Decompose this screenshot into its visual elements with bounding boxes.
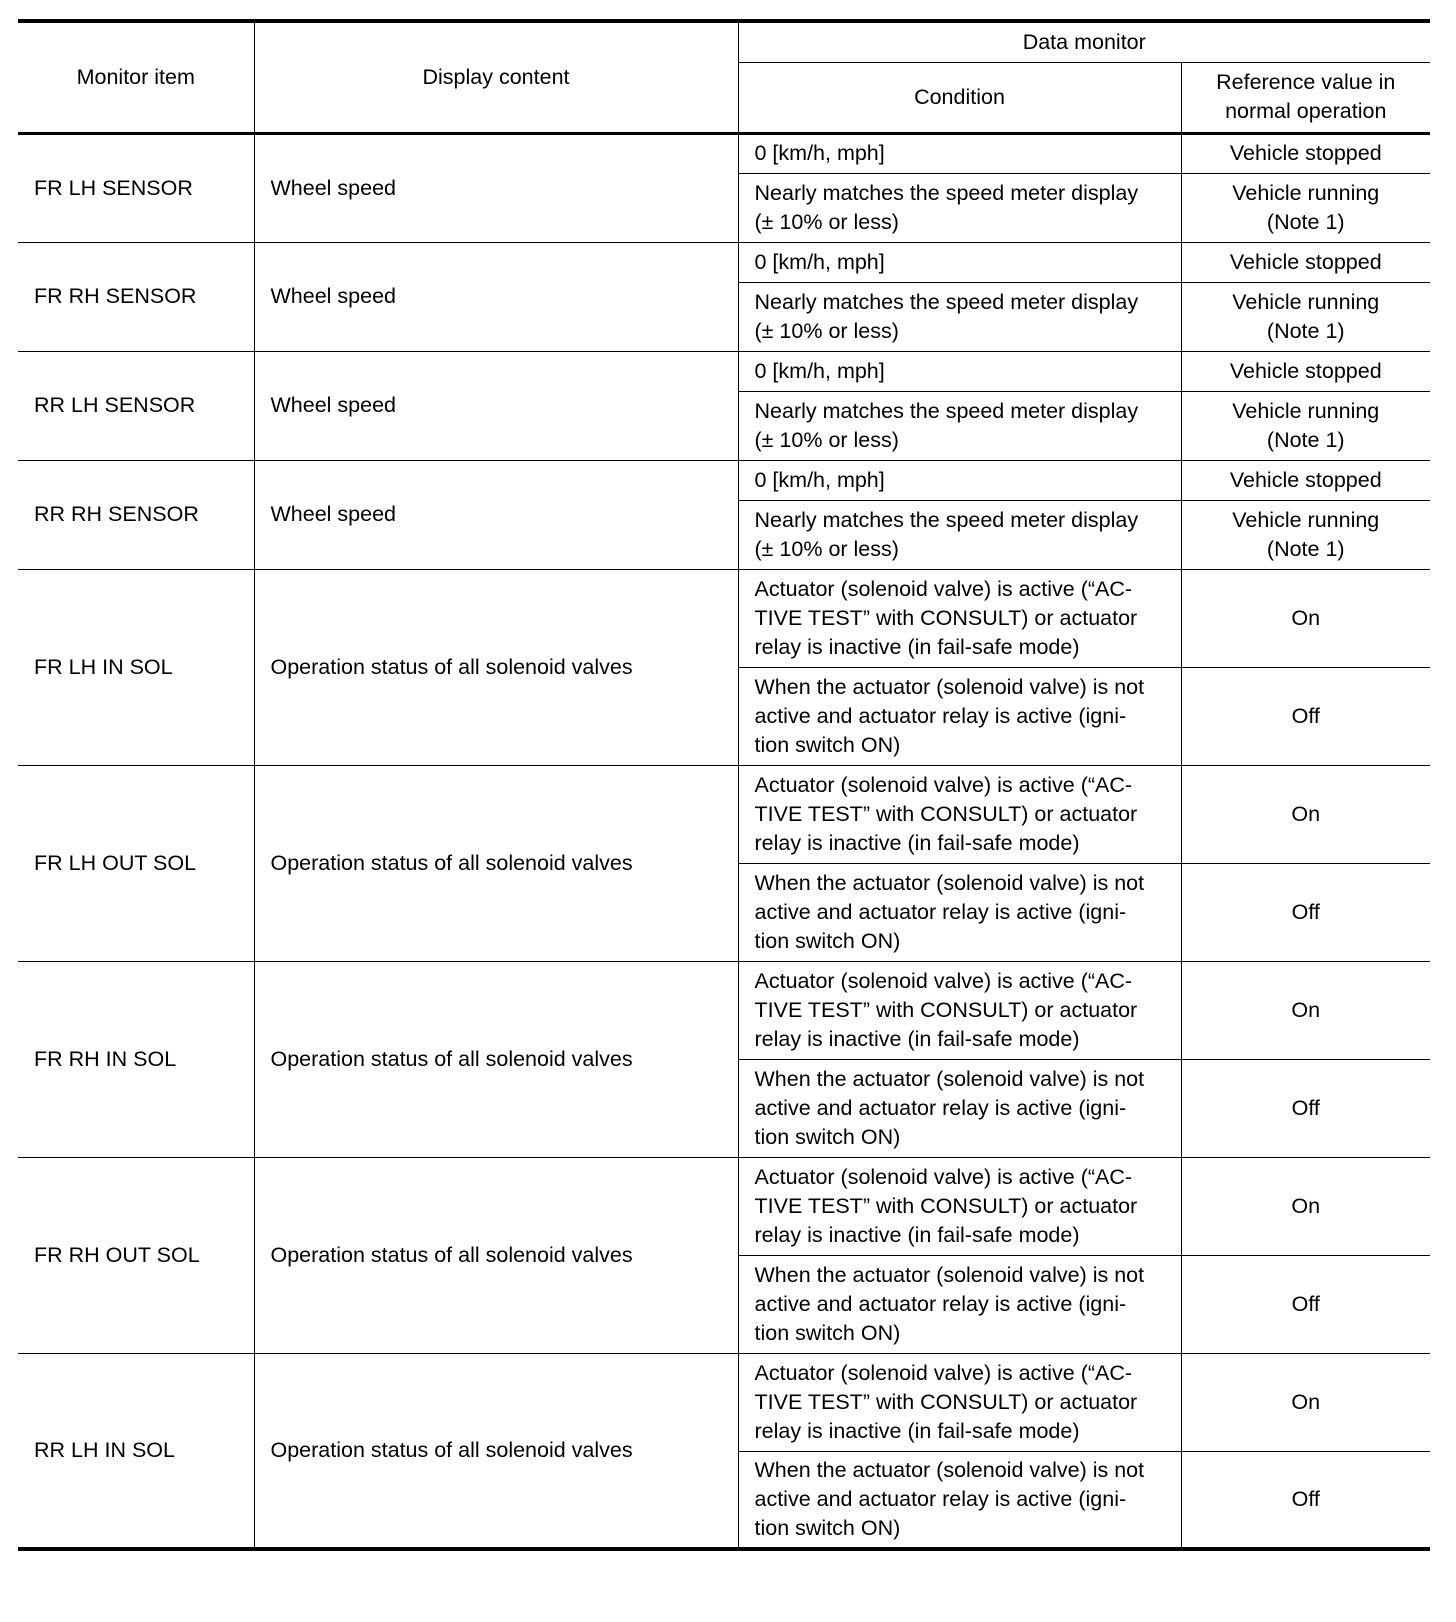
reference-value-cell: On [1181,1157,1430,1255]
reference-value-cell: Off [1181,1255,1430,1353]
monitor-item-cell: FR RH OUT SOL [18,1157,254,1353]
display-content-cell: Wheel speed [254,460,738,569]
header-condition: Condition [738,62,1181,133]
condition-cell: Actuator (solenoid valve) is active (“AC- TIVE TEST” with CONSULT) or actuator relay is inactive (in fail-safe mode) [738,569,1181,667]
header-reference-value: Reference value in normal operation [1181,62,1430,133]
display-content-cell: Wheel speed [254,351,738,460]
reference-value-cell: Vehicle stopped [1181,242,1430,282]
reference-value-cell: Off [1181,1451,1430,1549]
reference-value-cell: Vehicle running (Note 1) [1181,500,1430,569]
condition-cell: 0 [km/h, mph] [738,133,1181,173]
reference-value-cell: On [1181,765,1430,863]
condition-cell: 0 [km/h, mph] [738,351,1181,391]
reference-value-cell: Vehicle running (Note 1) [1181,282,1430,351]
reference-value-cell: Vehicle running (Note 1) [1181,391,1430,460]
condition-cell: Nearly matches the speed meter display (± 10% or less) [738,173,1181,242]
condition-cell: When the actuator (solenoid valve) is not active and actuator relay is active (igni- tion switch ON) [738,1255,1181,1353]
condition-cell: Actuator (solenoid valve) is active (“AC- TIVE TEST” with CONSULT) or actuator relay is inactive (in fail-safe mode) [738,961,1181,1059]
table-row [18,961,1430,1059]
reference-value-cell: Vehicle stopped [1181,460,1430,500]
display-content-cell: Operation status of all solenoid valves [254,569,738,765]
table-row [18,569,1430,667]
data-monitor-table [18,19,1430,1551]
monitor-item-cell: FR LH OUT SOL [18,765,254,961]
reference-value-cell: Off [1181,863,1430,961]
table-body [18,133,1430,1549]
condition-cell: Nearly matches the speed meter display (± 10% or less) [738,391,1181,460]
monitor-item-cell: RR RH SENSOR [18,460,254,569]
display-content-cell: Operation status of all solenoid valves [254,1353,738,1549]
table-row [18,133,1430,173]
condition-cell: Actuator (solenoid valve) is active (“AC- TIVE TEST” with CONSULT) or actuator relay is inactive (in fail-safe mode) [738,765,1181,863]
monitor-item-cell: FR RH IN SOL [18,961,254,1157]
reference-value-cell: Vehicle stopped [1181,351,1430,391]
condition-cell: Actuator (solenoid valve) is active (“AC- TIVE TEST” with CONSULT) or actuator relay is inactive (in fail-safe mode) [738,1157,1181,1255]
reference-value-cell: On [1181,961,1430,1059]
reference-value-cell: On [1181,569,1430,667]
condition-cell: Nearly matches the speed meter display (± 10% or less) [738,500,1181,569]
monitor-item-cell: FR RH SENSOR [18,242,254,351]
condition-cell: When the actuator (solenoid valve) is not active and actuator relay is active (igni- tion switch ON) [738,667,1181,765]
header-data-monitor: Data monitor [738,21,1430,62]
condition-cell: When the actuator (solenoid valve) is not active and actuator relay is active (igni- tion switch ON) [738,1059,1181,1157]
condition-cell: Nearly matches the speed meter display (± 10% or less) [738,282,1181,351]
reference-value-cell: Vehicle stopped [1181,133,1430,173]
header-display-content: Display content [254,21,738,133]
table-row [18,242,1430,282]
condition-cell: 0 [km/h, mph] [738,242,1181,282]
condition-cell: 0 [km/h, mph] [738,460,1181,500]
display-content-cell: Operation status of all solenoid valves [254,961,738,1157]
monitor-item-cell: FR LH SENSOR [18,133,254,242]
display-content-cell: Operation status of all solenoid valves [254,765,738,961]
reference-value-cell: Vehicle running (Note 1) [1181,173,1430,242]
condition-cell: Actuator (solenoid valve) is active (“AC- TIVE TEST” with CONSULT) or actuator relay is inactive (in fail-safe mode) [738,1353,1181,1451]
reference-value-cell: Off [1181,1059,1430,1157]
monitor-item-cell: RR LH SENSOR [18,351,254,460]
display-content-cell: Wheel speed [254,133,738,242]
reference-value-cell: Off [1181,667,1430,765]
monitor-item-cell: FR LH IN SOL [18,569,254,765]
monitor-item-cell: RR LH IN SOL [18,1353,254,1549]
condition-cell: When the actuator (solenoid valve) is not active and actuator relay is active (igni- tion switch ON) [738,1451,1181,1549]
header-monitor-item: Monitor item [18,21,254,133]
reference-value-cell: On [1181,1353,1430,1451]
table-row [18,1157,1430,1255]
table-row [18,351,1430,391]
table-row [18,765,1430,863]
condition-cell: When the actuator (solenoid valve) is not active and actuator relay is active (igni- tion switch ON) [738,863,1181,961]
display-content-cell: Operation status of all solenoid valves [254,1157,738,1353]
table-row [18,460,1430,500]
display-content-cell: Wheel speed [254,242,738,351]
table-row [18,1353,1430,1451]
